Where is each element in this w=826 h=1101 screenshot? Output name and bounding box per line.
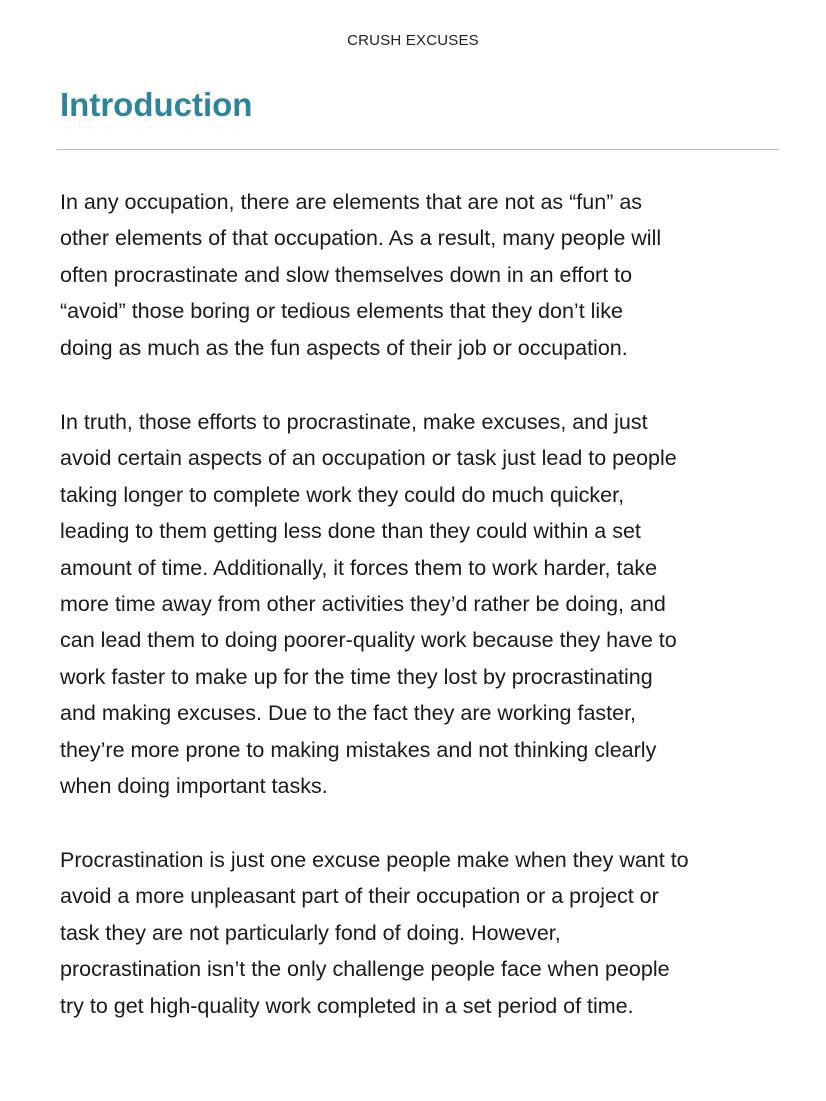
section-title: Introduction xyxy=(60,86,253,123)
paragraph-line: task they are not particularly fond of doing. However, xyxy=(60,920,561,945)
paragraph-line: leading to them getting less done than they could within a set xyxy=(60,519,641,544)
paragraph-line: procrastination isn’t the only challenge people face when people xyxy=(60,957,670,982)
paragraph-line: “avoid” those boring or tedious elements that they don’t like xyxy=(60,299,623,324)
paragraph-line: work faster to make up for the time they lost by procrastinating xyxy=(60,664,653,689)
paragraph-1 xyxy=(60,184,780,366)
paragraph-line: and making excuses. Due to the fact they are working faster, xyxy=(60,701,637,726)
paragraph-line: avoid certain aspects of an occupation or task just lead to people xyxy=(60,446,677,471)
paragraph-line: try to get high-quality work completed in a set period of time. xyxy=(60,993,634,1018)
paragraph-line: when doing important tasks. xyxy=(60,774,328,799)
paragraph-line: more time away from other activities they’d rather be doing, and xyxy=(60,592,666,617)
paragraph-line: they’re more prone to making mistakes and not thinking clearly xyxy=(60,737,657,762)
paragraph-2 xyxy=(60,404,780,804)
paragraph-line: In truth, those efforts to procrastinate, make excuses, and just xyxy=(60,410,648,434)
paragraph-line: often procrastinate and slow themselves down in an effort to xyxy=(60,262,633,287)
paragraph-line: taking longer to complete work they could do much quicker, xyxy=(60,482,625,507)
paragraph-line: Procrastination is just one excuse people make when they want to xyxy=(60,848,689,872)
paragraph-3 xyxy=(60,842,780,1024)
paragraph-line: can lead them to doing poorer-quality work because they have to xyxy=(60,628,677,653)
paragraph-line: other elements of that occupation. As a result, many people will xyxy=(60,226,662,251)
running-header: CRUSH EXCUSES xyxy=(347,32,479,49)
paragraph-line: amount of time. Additionally, it forces them to work harder, take xyxy=(60,555,658,580)
paragraph-line: doing as much as the fun aspects of their job or occupation. xyxy=(60,335,628,360)
paragraph-line: In any occupation, there are elements that are not as “fun” as xyxy=(60,190,643,214)
paragraph-line: avoid a more unpleasant part of their occupation or a project or xyxy=(60,884,659,909)
title-divider xyxy=(57,149,778,150)
